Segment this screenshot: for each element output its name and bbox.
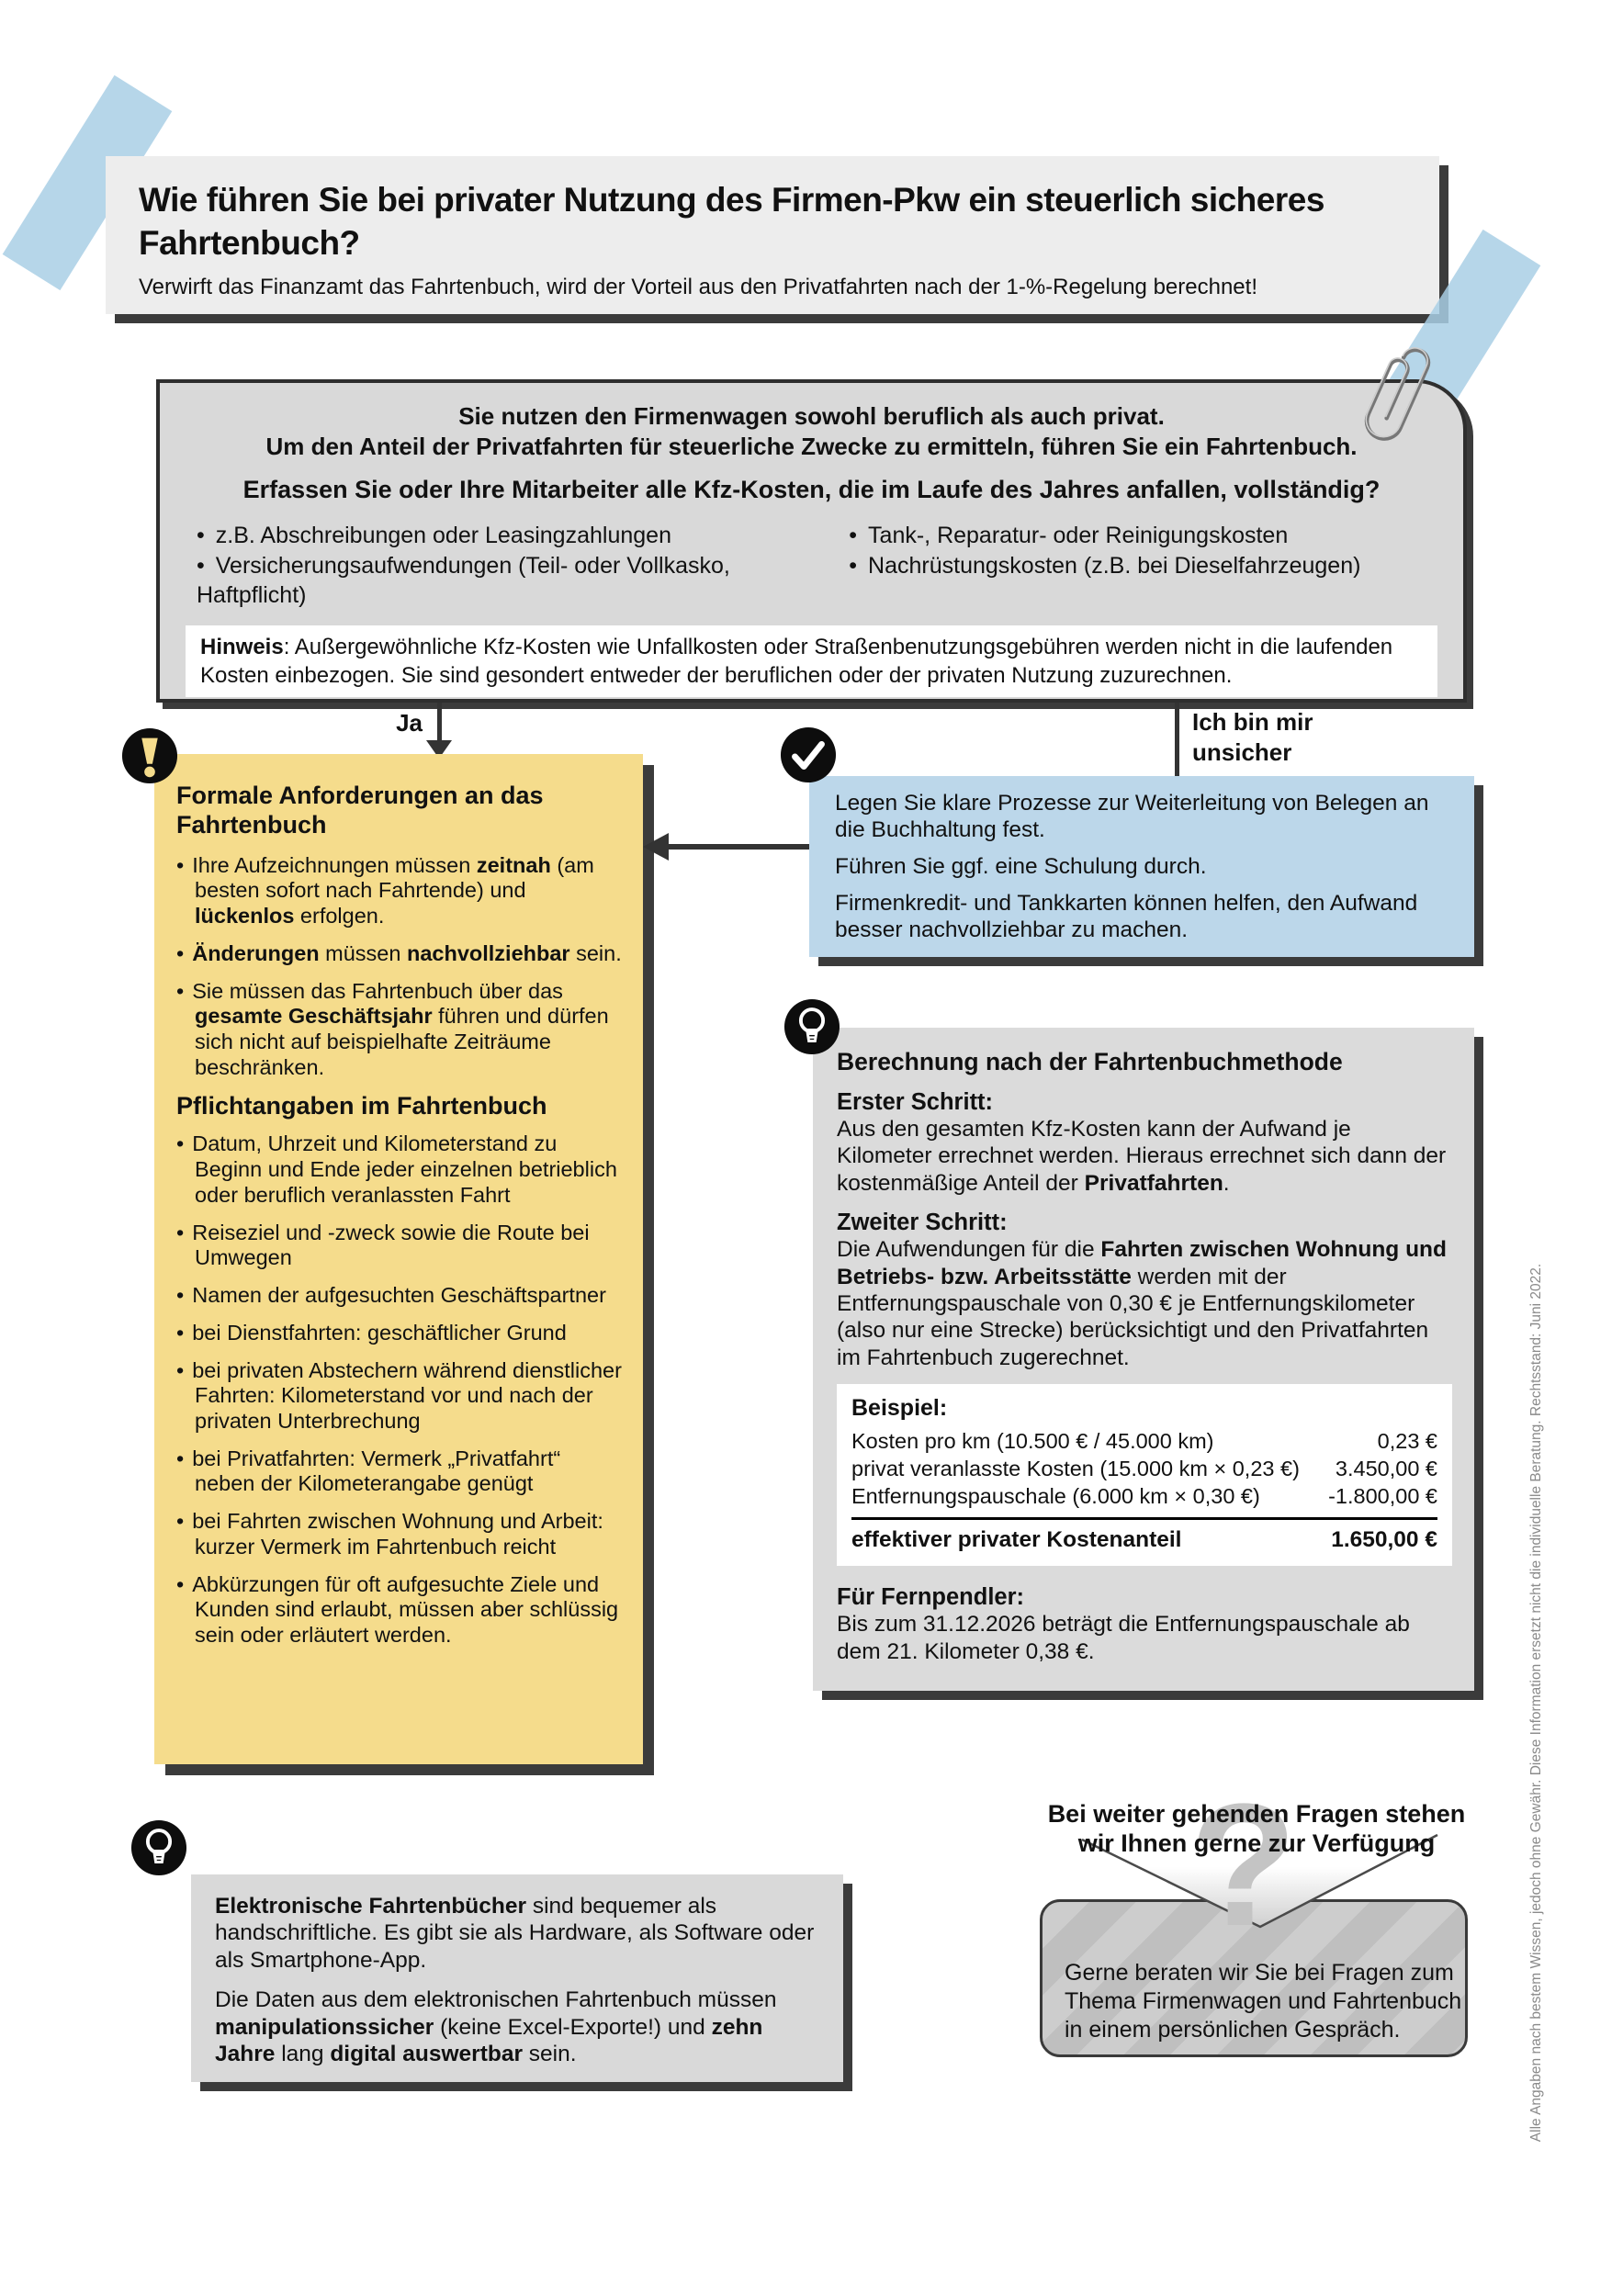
row-value: 3.450,00 € — [1335, 1457, 1437, 1481]
list-item: • Tank-, Reparatur- oder Reinigungskosten — [849, 521, 1439, 551]
step-text: Die Aufwendungen für die Fahrten zwischen Wohnung und Betriebs- bzw. Arbeitsstätte werden mit der Entfernungspauschale von 0,30 € je Entfernungskilometer (also nur eine Strecke) berücksichtigt und den Privatfahrten im Fahrtenbuch zugerechnet. — [837, 1237, 1447, 1370]
list-item: • Ihre Aufzeichnungen müssen zeitnah (am besten sofort nach Fahrtende) und lückenlos erfolgen. — [176, 853, 623, 929]
arrow-left-icon — [643, 833, 669, 861]
row-value: 0,23 € — [1377, 1429, 1437, 1454]
list-item: • Abkürzungen für oft aufgesuchte Ziele und Kunden sind erlaubt, müssen aber schlüssig sein oder erläutert werden. — [176, 1572, 623, 1649]
table-row — [851, 1482, 1437, 1510]
step-text: Aus den gesamten Kfz-Kosten kann der Aufwand je Kilometer errechnet werden. Hieraus errechnet sich dann der kostenmäßige Anteil der Privatfahrten. — [837, 1117, 1447, 1196]
hinweis-note: Hinweis: Außergewöhnliche Kfz-Kosten wie Unfallkosten oder Straßenbenutzungsgebühren werden nicht in die laufenden Kosten einbezogen. Sie sind gesondert entweder der beruflichen oder der privaten Nutzung zuzurechnen. — [186, 625, 1437, 697]
warning-icon — [121, 727, 178, 784]
intro-box — [156, 379, 1467, 703]
lightbulb-icon — [783, 998, 840, 1055]
advice-paragraph: Führen Sie ggf. eine Schulung durch. — [835, 853, 1207, 879]
total-label: effektiver privater Kostenanteil — [851, 1527, 1182, 1553]
step-label: Zweiter Schritt: — [837, 1210, 1008, 1236]
electronic-paragraph: Die Daten aus dem elektronischen Fahrtenbuch müssen manipulationssicher (keine Excel-Exporte!) und zehn Jahre lang digital auswertbar sein. — [215, 1987, 777, 2066]
intro-line-1: Sie nutzen den Firmenwagen sowohl beruflich als auch privat. — [458, 402, 1165, 430]
title-box — [106, 156, 1439, 314]
section-heading: Berechnung nach der Fahrtenbuchmethode — [837, 1048, 1343, 1075]
intro-bullet-columns — [184, 521, 1439, 611]
requirements-list — [176, 853, 623, 1081]
example-title: Beispiel: — [851, 1395, 948, 1422]
section-heading: Formale Anforderungen an das Fahrtenbuch — [176, 782, 544, 838]
list-item: • bei Dienstfahrten: geschäftlicher Grund — [176, 1321, 623, 1346]
table-total-row — [851, 1517, 1437, 1553]
question-mark-graphic: ? — [1190, 1768, 1298, 1963]
section-subheading: Pflichtangaben im Fahrtenbuch — [176, 1092, 547, 1120]
table-row — [851, 1427, 1437, 1455]
intro-bullets-right — [836, 521, 1439, 611]
list-item: • Reiseziel und -zweck sowie die Route bei Umwegen — [176, 1221, 623, 1271]
list-item: • bei Privatfahrten: Vermerk „Privatfahrt“ neben der Kilometerangabe genügt — [176, 1446, 623, 1497]
row-label: privat veranlasste Kosten (15.000 km × 0,23 €) — [851, 1457, 1300, 1481]
calculation-box — [813, 1028, 1474, 1691]
intro-line-2: Um den Anteil der Privatfahrten für steuerliche Zwecke zu ermitteln, führen Sie ein Fahrtenbuch. — [265, 432, 1358, 460]
list-item: • Sie müssen das Fahrtenbuch über das gesamte Geschäftsjahr führen und dürfen sich nicht auf beispielhafte Zeiträume beschränken. — [176, 979, 623, 1081]
fernpendler-label: Für Fernpendler: — [837, 1584, 1025, 1611]
list-item: • z.B. Abschreibungen oder Leasingzahlungen — [197, 521, 836, 551]
advice-paragraph: Firmenkredit- und Tankkarten können helfen, den Aufwand besser nachvollziehbar zu machen. — [835, 890, 1418, 942]
mandatory-entries-list — [176, 1131, 623, 1648]
list-item: • bei Fahrten zwischen Wohnung und Arbeit: kurzer Vermerk im Fahrtenbuch reicht — [176, 1509, 623, 1559]
electronic-paragraph: Elektronische Fahrtenbücher sind bequemer als handschriftliche. Es gibt sie als Hardware, als Software oder als Smartphone-App. — [215, 1894, 815, 1973]
branch-label-yes: Ja — [396, 709, 423, 737]
page-subtitle: Verwirft das Finanzamt das Fahrtenbuch, wird der Vorteil aus den Privatfahrten nach der 1-%-Regelung berechnet! — [139, 274, 1257, 299]
page-title: Wie führen Sie bei privater Nutzung des Firmen-Pkw ein steuerlich sicheres Fahrtenbuch? — [139, 181, 1324, 263]
branch-label-unsure: Ich bin mir unsicher — [1192, 708, 1313, 766]
list-item: • Änderungen müssen nachvollziehbar sein. — [176, 941, 623, 967]
list-item: • bei privaten Abstechern während dienstlicher Fahrten: Kilometerstand vor und nach der privaten Unterbrechung — [176, 1358, 623, 1435]
lightbulb-icon — [130, 1819, 187, 1876]
connector-line-horizontal — [654, 844, 809, 850]
fernpendler-text: Bis zum 31.12.2026 beträgt die Entfernungspauschale ab dem 21. Kilometer 0,38 €. — [837, 1612, 1410, 1664]
contact-heading: Bei weiter gehenden Fragen stehen wir Ihnen gerne zur Verfügung — [1047, 1800, 1466, 1857]
step-label: Erster Schritt: — [837, 1089, 994, 1115]
list-item: • Namen der aufgesuchten Geschäftspartner — [176, 1283, 623, 1309]
electronic-logbook-box — [191, 1874, 843, 2082]
check-icon — [780, 726, 837, 783]
row-label: Kosten pro km (10.500 € / 45.000 km) — [851, 1429, 1214, 1454]
row-label: Entfernungspauschale (6.000 km × 0,30 €) — [851, 1484, 1260, 1509]
contact-offer-text: Gerne beraten wir Sie bei Fragen zum Thema Firmenwagen und Fahrtenbuch in einem persönlichen Gespräch. — [1065, 1960, 1462, 2043]
example-box — [837, 1384, 1452, 1566]
table-row — [851, 1455, 1437, 1482]
formal-requirements-box — [154, 754, 643, 1764]
total-value: 1.650,00 € — [1331, 1527, 1437, 1553]
disclaimer-side-note: Alle Angaben nach bestem Wissen, jedoch ohne Gewähr. Diese Information ersetzt nicht die individuelle Beratung. Rechtsstand: Juni 2022. — [1528, 1263, 1544, 2143]
intro-question: Erfassen Sie oder Ihre Mitarbeiter alle Kfz-Kosten, die im Laufe des Jahres anfallen, vollständig? — [242, 476, 1381, 503]
row-value: -1.800,00 € — [1328, 1484, 1437, 1509]
intro-bullets-left — [184, 521, 836, 611]
list-item: • Datum, Uhrzeit und Kilometerstand zu Beginn und Ende jeder einzelnen betrieblich oder beruflich veranlassten Fahrt — [176, 1131, 623, 1208]
connector-line-yes — [437, 703, 442, 743]
connector-line-unsure — [1175, 703, 1179, 776]
fernpendler-note — [837, 1584, 1452, 1665]
list-item: • Nachrüstungskosten (z.B. bei Dieselfahrzeugen) — [849, 551, 1439, 581]
unsure-advice-box — [809, 776, 1474, 957]
advice-paragraph: Legen Sie klare Prozesse zur Weiterleitung von Belegen an die Buchhaltung fest. — [835, 791, 1429, 842]
list-item: • Versicherungsaufwendungen (Teil- oder Vollkasko, Haftpflicht) — [197, 551, 836, 611]
